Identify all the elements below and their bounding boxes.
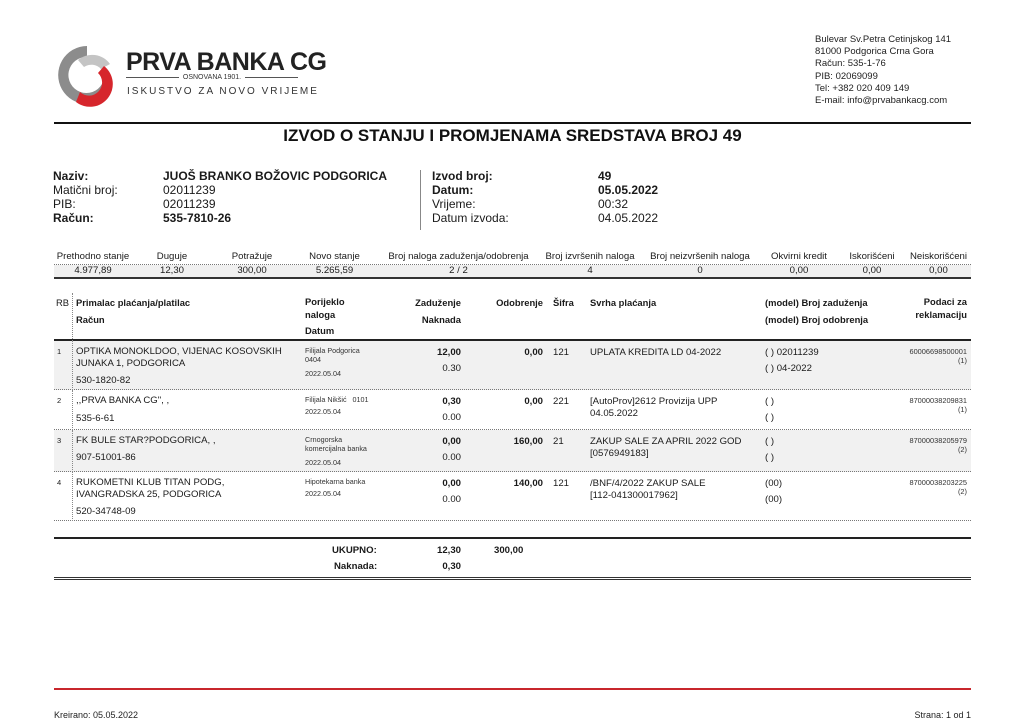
row-svrha [590, 347, 721, 359]
row-broj-zaduzenja: ( ) 02011239 [765, 347, 819, 358]
neiskorisceni-value: 0,00 [929, 265, 948, 276]
transaction-row [54, 472, 971, 521]
reklamacija-number: 87000038205979 [909, 436, 967, 445]
transactions-header [54, 293, 971, 341]
pib-label: PIB: [53, 197, 76, 211]
brand-name: PRVA BANKA CG [126, 48, 327, 76]
pib-value: 02011239 [163, 197, 216, 211]
row-broj-zaduzenja: ( ) [765, 436, 775, 447]
reklamacija-number: 60006698500001 [909, 347, 967, 356]
svrha-line: [AutoProv]2612 Provizija UPP [590, 396, 718, 407]
row-odobrenje: 140,00 [513, 478, 543, 489]
reklamacija-number: 87000038209831 [909, 396, 967, 405]
primalac-line: ,,PRVA BANKA CG", , [76, 395, 170, 406]
neizvrseni-nalozi-value: 0 [697, 265, 703, 276]
title-divider [54, 122, 971, 124]
summary-values-row [54, 265, 971, 279]
ukupno-odobrenje: 300,00 [494, 545, 524, 556]
naziv-value: JUOŠ BRANKO BOŽOVIC PODGORICA [163, 169, 388, 183]
created-date: Kreirano: 05.05.2022 [54, 710, 139, 720]
row-porijeklo [305, 435, 367, 453]
header-model-odobrenja: (model) Broj odobrenja [765, 314, 869, 325]
row-porijeklo [305, 346, 360, 364]
column-divider [72, 390, 73, 430]
reklamacija-sub: (2) [957, 445, 967, 454]
summary-header: Novo stanje [309, 251, 360, 262]
row-odobrenje: 160,00 [513, 436, 543, 447]
svrha-line: ZAKUP SALE ZA APRIL 2022 GOD [590, 436, 742, 447]
address-line: Bulevar Sv.Petra Cetinjskog 141 [815, 34, 952, 45]
header-podaci-za: Podaci za [923, 296, 967, 307]
address-email: E-mail: info@prvabankacg.com [815, 95, 948, 107]
summary-header: Broj neizvršenih naloga [650, 251, 750, 262]
brand-tagline: ISKUSTVO ZA NOVO VRIJEME [127, 86, 319, 97]
svrha-line: 04.05.2022 [590, 408, 639, 419]
maticni-value: 02011239 [163, 183, 216, 197]
primalac-line: FK BULE STAR?PODGORICA, , [76, 435, 216, 446]
row-racun: 520-34748-09 [76, 506, 136, 517]
row-datum: 2022.05.04 [305, 458, 341, 467]
potrazuje-value: 300,00 [237, 265, 267, 276]
vrijeme-value: 00:32 [598, 197, 629, 211]
row-primalac [76, 477, 224, 501]
statement-info [432, 169, 658, 225]
brand-founded-text: OSNOVANA 1901. [182, 74, 242, 81]
row-datum: 2022.05.04 [305, 407, 341, 416]
header-naknada: Naknada [421, 314, 461, 325]
summary-header: Potražuje [231, 251, 273, 262]
header-sifra: Šifra [553, 297, 574, 308]
broj-naloga-value: 2 / 2 [449, 265, 468, 276]
column-divider [72, 472, 73, 521]
header-rb: RB [56, 297, 70, 308]
row-porijeklo: Filijala Nikšić 0101 [305, 395, 369, 404]
racun-label: Račun: [53, 211, 94, 225]
novo-stanje-value: 5.265,59 [315, 265, 354, 276]
row-rb: 3 [57, 436, 62, 445]
row-racun: 907-51001-86 [76, 452, 136, 463]
column-divider [72, 341, 73, 390]
datum-izvoda-value: 04.05.2022 [598, 211, 659, 225]
row-primalac [76, 435, 216, 447]
duguje-value: 12,30 [159, 265, 184, 276]
row-racun: 530-1820-82 [76, 375, 131, 386]
datum-value: 05.05.2022 [598, 183, 659, 197]
totals-section [54, 537, 971, 579]
column-divider [72, 430, 73, 472]
row-datum: 2022.05.04 [305, 489, 341, 498]
primalac-line: RUKOMETNI KLUB TITAN PODG, [76, 477, 225, 488]
row-zaduzenje: 0,00 [442, 436, 461, 447]
divider [245, 77, 298, 78]
header-odobrenje: Odobrenje [496, 297, 543, 308]
naknada-total: 0,30 [442, 561, 461, 572]
primalac-line: JUNAKA 1, PODGORICA [76, 358, 186, 369]
page-number: Strana: 1 od 1 [914, 710, 971, 720]
row-svrha [590, 436, 741, 460]
header-model-zaduzenja: (model) Broj zaduženja [765, 297, 868, 308]
row-sifra: 121 [553, 478, 570, 489]
summary-header: Prethodno stanje [56, 251, 130, 262]
header-racun: Račun [76, 314, 105, 325]
address-line: Tel: +382 020 409 149 [815, 82, 910, 94]
row-zaduzenje: 0,30 [442, 396, 461, 407]
prethodno-stanje-value: 4.977,89 [74, 265, 112, 276]
transaction-row [54, 390, 971, 430]
vertical-divider [420, 170, 421, 230]
totals-double-rule [54, 577, 971, 580]
address-line: 81000 Podgorica Crna Gora [815, 46, 934, 58]
row-datum: 2022.05.04 [305, 369, 341, 378]
row-naknada: 0.00 [442, 412, 461, 423]
summary-header-row [54, 251, 971, 265]
naziv-label: Naziv: [53, 169, 89, 183]
row-rb: 2 [57, 396, 62, 405]
account-info [53, 169, 387, 225]
row-zaduzenje: 12,00 [436, 347, 461, 358]
header-datum: Datum [305, 325, 335, 336]
row-reklamacija [909, 478, 967, 496]
column-divider [72, 293, 73, 341]
address-line: Račun: 535-1-76 [815, 58, 886, 70]
svrha-line: /BNF/4/2022 ZAKUP SALE [590, 478, 706, 489]
transactions-table [54, 293, 971, 521]
footer-divider [54, 688, 971, 690]
porijeklo-line: Crnogorska [305, 435, 343, 444]
transaction-row [54, 430, 971, 472]
datum-label: Datum: [432, 183, 474, 197]
row-sifra: 221 [553, 396, 570, 407]
row-racun: 535-6-61 [76, 413, 115, 424]
row-porijeklo: Hipotekarna banka [305, 477, 366, 486]
row-svrha [590, 396, 717, 420]
row-reklamacija [909, 347, 967, 365]
row-naknada: 0.30 [442, 363, 461, 374]
row-rb: 4 [57, 478, 62, 487]
row-reklamacija [909, 436, 967, 454]
row-svrha [590, 478, 706, 502]
racun-value: 535-7810-26 [163, 211, 232, 225]
iskorisceni-value: 0,00 [862, 265, 882, 276]
row-sifra: 121 [553, 347, 570, 358]
reklamacija-number: 87000038203225 [909, 478, 967, 487]
svrha-line: [0576949183] [590, 448, 649, 459]
header-svrha: Svrha plaćanja [590, 297, 657, 308]
row-primalac [76, 395, 169, 407]
row-zaduzenje: 0,00 [442, 478, 461, 489]
row-broj-odobrenja: (00) [765, 494, 783, 505]
vrijeme-label: Vrijeme: [432, 197, 476, 211]
brand-founded [126, 74, 298, 81]
header-naloga: naloga [305, 309, 336, 320]
ukupno-label: UKUPNO: [332, 545, 377, 556]
porijeklo-line: 0404 [305, 355, 321, 364]
primalac-line: IVANGRADSKA 25, PODGORICA [76, 489, 222, 500]
address-line: PIB: 02069099 [815, 70, 878, 82]
naknada-label: Naknada: [334, 561, 378, 572]
row-naknada: 0.00 [442, 452, 461, 463]
maticni-label: Matični broj: [53, 183, 118, 197]
summary-header: Duguje [156, 251, 188, 262]
header-reklamaciju: reklamaciju [915, 309, 967, 320]
porijeklo-line: Filijala Podgorica [305, 346, 360, 355]
row-naknada: 0.00 [442, 494, 461, 505]
summary-header: Okvirni kredit [771, 251, 827, 262]
svrha-line: UPLATA KREDITA LD 04-2022 [590, 347, 722, 358]
reklamacija-sub: (1) [957, 405, 967, 414]
row-broj-zaduzenja: (00) [765, 478, 783, 489]
row-primalac [76, 346, 282, 370]
summary-table [54, 251, 971, 279]
ukupno-zaduzenje: 12,30 [436, 545, 461, 556]
bank-address [815, 34, 951, 107]
divider [126, 77, 179, 78]
header-zaduzenje: Zaduženje [415, 297, 461, 308]
header-porijeklo: Porijeklo [305, 296, 345, 307]
datum-izvoda-label: Datum izvoda: [432, 211, 509, 225]
row-broj-odobrenja: ( ) [765, 452, 775, 463]
row-rb: 1 [57, 347, 62, 356]
summary-header: Broj izvršenih naloga [545, 251, 635, 262]
document-title: IZVOD O STANJU I PROMJENAMA SREDSTAVA BROJ 49 [283, 126, 742, 145]
porijeklo-line: komercijalna banka [305, 444, 367, 453]
izvod-label: Izvod broj: [432, 169, 493, 183]
row-odobrenje: 0,00 [524, 347, 543, 358]
row-broj-odobrenja: ( ) [765, 412, 775, 423]
reklamacija-sub: (1) [957, 356, 967, 365]
row-reklamacija [909, 396, 967, 414]
izvrseni-nalozi-value: 4 [587, 265, 593, 276]
svrha-line: [112-041300017962] [590, 490, 678, 501]
summary-header: Neiskorišćeni [909, 251, 968, 262]
row-odobrenje: 0,00 [524, 396, 543, 407]
primalac-line: OPTIKA MONOKLDOO, VIJENAC KOSOVSKIH [76, 346, 282, 357]
reklamacija-sub: (2) [957, 487, 967, 496]
summary-header: Iskorišćeni [849, 251, 895, 262]
row-broj-odobrenja: ( ) 04-2022 [765, 363, 812, 374]
bank-logo-icon [54, 42, 120, 108]
row-broj-zaduzenja: ( ) [765, 396, 775, 407]
izvod-value: 49 [598, 169, 612, 183]
transaction-row [54, 341, 971, 390]
summary-header: Broj naloga zaduženja/odobrenja [388, 251, 529, 262]
row-sifra: 21 [553, 436, 564, 447]
header-primalac: Primalac plaćanja/platilac [76, 297, 191, 308]
okvirni-kredit-value: 0,00 [789, 265, 809, 276]
